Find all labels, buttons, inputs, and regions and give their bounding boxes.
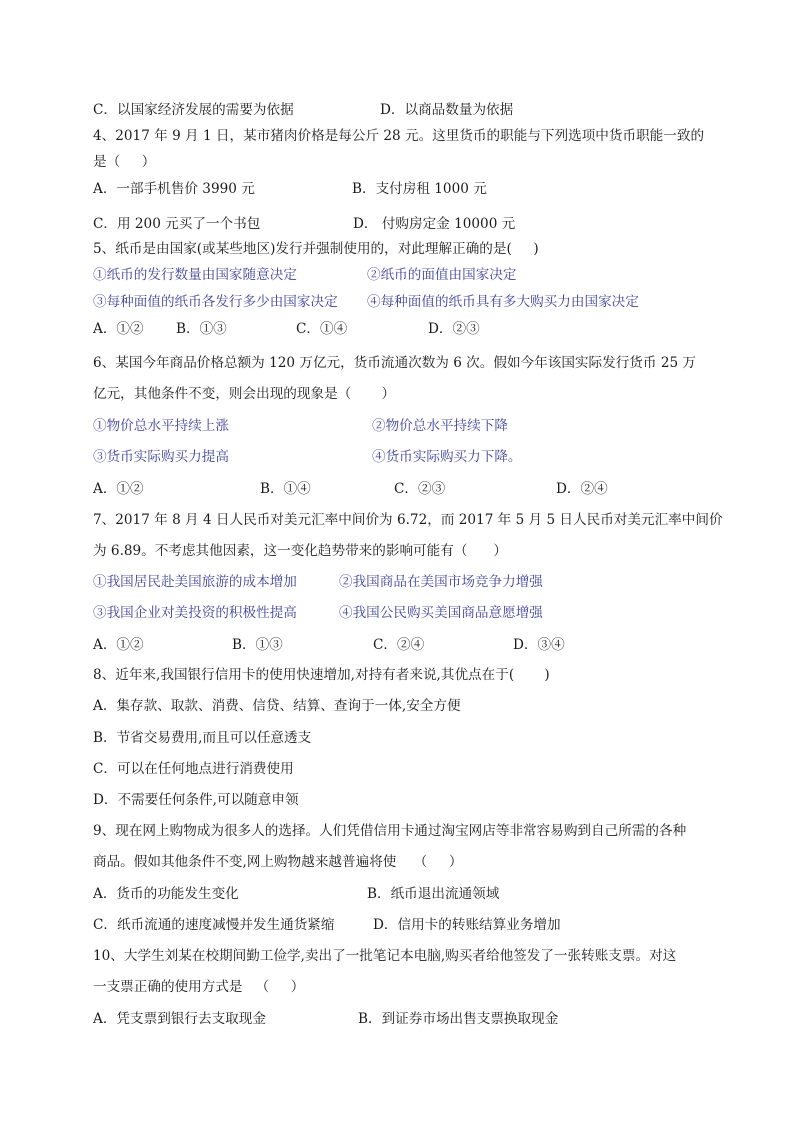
q4-option-a: A．一部手机售价 3990 元 xyxy=(93,181,255,197)
q6-statement-1: ①物价总水平持续上涨 xyxy=(93,418,229,434)
q9-option-c: C．纸币流通的速度减慢并发生通货紧缩 xyxy=(93,917,335,933)
q7-stem-line2: 为 6.89。不考虑其他因素，这一变化趋势带来的影响可能有（ ） xyxy=(93,543,507,559)
q9-option-b: B．纸币退出流通领域 xyxy=(367,886,500,902)
q3-option-d: D．以商品数量为依据 xyxy=(380,102,514,118)
q4-option-b: B．支付房租 1000 元 xyxy=(352,181,487,197)
q5-statement-2: ②纸币的面值由国家决定 xyxy=(367,267,517,283)
q7-statement-1: ①我国居民赴美国旅游的成本增加 xyxy=(93,574,297,590)
q4-stem-line2: 是（ ） xyxy=(93,154,156,170)
q6-option-a: A．①② xyxy=(93,481,144,497)
q10-stem-line2: 一支票正确的使用方式是 （ ） xyxy=(93,979,305,995)
q7-stem-line1: 7、2017 年 8 月 4 日人民币对美元汇率中间价为 6.72，而 2017 年 5 月 5 日人民币对美元汇率中间价 xyxy=(93,512,723,528)
q9-stem-line2: 商品。假如其他条件不变,网上购物越来越普遍将使 （ ） xyxy=(93,854,463,870)
q5-statement-3: ③每种面值的纸币各发行多少由国家决定 xyxy=(93,294,338,310)
q9-stem-line1: 9、现在网上购物成为很多人的选择。人们凭借信用卡通过淘宝网店等非常容易购到自己所需的各种 xyxy=(93,823,687,839)
q5-statement-1: ①纸币的发行数量由国家随意决定 xyxy=(93,267,297,283)
q6-stem-line2: 亿元，其他条件不变，则会出现的现象是（ ） xyxy=(93,386,396,402)
q6-option-d: D．②④ xyxy=(556,481,608,497)
q6-statement-2: ②物价总水平持续下降 xyxy=(372,418,508,434)
q9-option-d: D．信用卡的转账结算业务增加 xyxy=(373,917,561,933)
q10-option-b: B．到证券市场出售支票换取现金 xyxy=(358,1011,559,1027)
q3-option-c: C．以国家经济发展的需要为依据 xyxy=(93,102,294,118)
q6-option-b: B．①④ xyxy=(260,481,311,497)
q5-option-b: B．①③ xyxy=(176,321,227,337)
q5-statement-4: ④每种面值的纸币具有多大购买力由国家决定 xyxy=(367,294,639,310)
q8-option-b: B．节省交易费用,而且可以任意透支 xyxy=(93,730,312,746)
q6-option-c: C．②③ xyxy=(394,481,446,497)
q7-option-d: D．③④ xyxy=(513,637,565,653)
q5-stem: 5、纸币是由国家(或某些地区)发行并强制使用的，对此理解正确的是( ) xyxy=(93,241,539,257)
q6-stem-line1: 6、某国今年商品价格总额为 120 万亿元，货币流通次数为 6 次。假如今年该国实际发行货币 25 万 xyxy=(93,355,697,371)
q4-option-c: C．用 200 元买了一个书包 xyxy=(93,216,261,232)
q5-option-d: D．②③ xyxy=(428,321,480,337)
q7-statement-2: ②我国商品在美国市场竞争力增强 xyxy=(339,574,543,590)
q7-statement-4: ④我国公民购买美国商品意愿增强 xyxy=(339,605,543,621)
q9-option-a: A．货币的功能发生变化 xyxy=(93,886,239,902)
q7-option-a: A．①② xyxy=(93,637,144,653)
q7-option-c: C．②④ xyxy=(373,637,425,653)
q8-option-d: D．不需要任何条件,可以随意申领 xyxy=(93,792,299,808)
q6-statement-4: ④货币实际购买力下降。 xyxy=(372,449,522,465)
q8-stem: 8、近年来,我国银行信用卡的使用快速增加,对持有者来说,其优点在于( ) xyxy=(93,667,550,683)
q7-option-b: B．①③ xyxy=(232,637,283,653)
q7-statement-3: ③我国企业对美投资的积极性提高 xyxy=(93,605,297,621)
q8-option-c: C．可以在任何地点进行消费使用 xyxy=(93,761,294,777)
q10-stem-line1: 10、大学生刘某在校期间勤工俭学,卖出了一批笔记本电脑,购买者给他签发了一张转账支票。对这 xyxy=(93,948,677,964)
q8-option-a: A．集存款、取款、消费、信贷、结算、查询于一体,安全方便 xyxy=(93,698,461,714)
q4-option-d: D． 付购房定金 10000 元 xyxy=(353,216,516,232)
q5-option-c: C．①④ xyxy=(296,321,348,337)
q4-stem-line1: 4、2017 年 9 月 1 日，某市猪肉价格是每公斤 28 元。这里货币的职能与下列选项中货币职能一致的 xyxy=(93,128,705,144)
q5-option-a: A．①② xyxy=(93,321,144,337)
q6-statement-3: ③货币实际购买力提高 xyxy=(93,449,229,465)
q10-option-a: A．凭支票到银行去支取现金 xyxy=(93,1011,266,1027)
